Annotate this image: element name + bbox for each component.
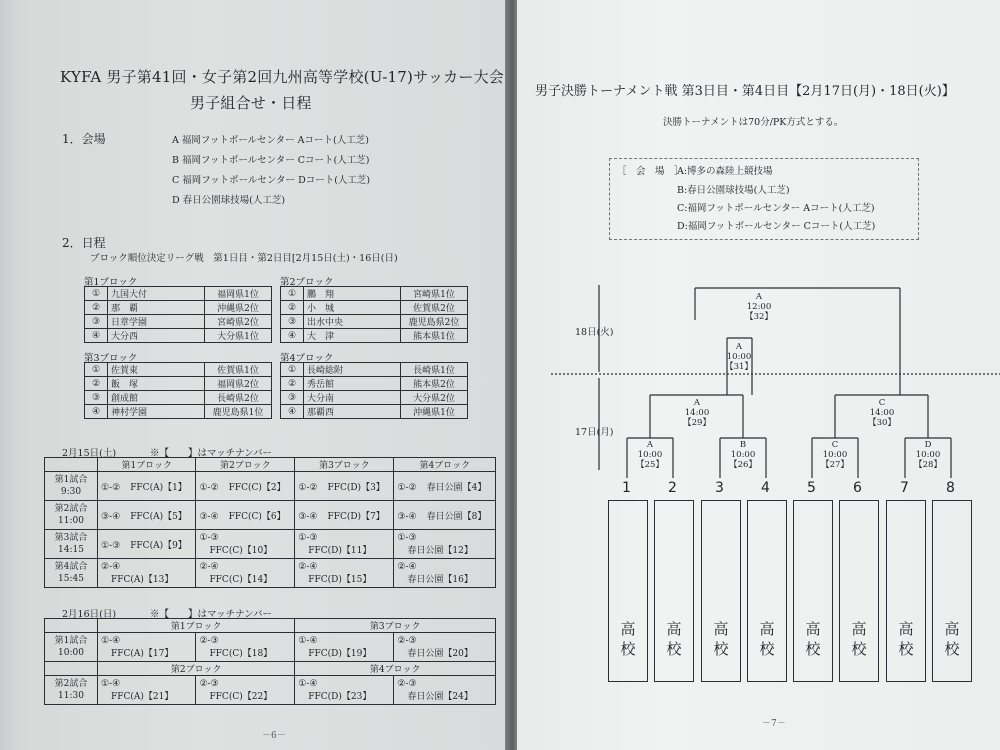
team-name: 神村学園 [108, 405, 205, 419]
seed-number: 6 [853, 480, 862, 496]
pairing: ①-② [199, 482, 219, 493]
slot-time: 10:00 [58, 648, 84, 658]
venue-match-number: 春日公園【24】 [407, 691, 473, 702]
venue-match-number: FFC(A)【21】 [111, 691, 174, 702]
school-suffix-bottom: 校 [666, 640, 682, 658]
slot-label: 第2試合 [54, 679, 88, 689]
school-suffix [840, 619, 878, 659]
match-cell [98, 559, 196, 588]
prefecture-rank: 沖縄県2位 [205, 301, 272, 315]
school-suffix-top: 高 [713, 620, 729, 638]
page-number-left: －6－ [262, 731, 286, 741]
block-header: 第4ブロック [394, 458, 496, 472]
venue-match-number: FFC(C)【10】 [209, 545, 273, 556]
semi-match: A 10:00 【31】 [725, 342, 753, 372]
table-row [281, 377, 468, 391]
pairing: ①-② [397, 482, 417, 493]
table-row [45, 501, 496, 530]
match-cell [98, 633, 196, 662]
school-suffix-bottom: 校 [805, 640, 821, 658]
team-number: ③ [85, 391, 108, 405]
prefecture-rank: 長崎県2位 [205, 391, 272, 405]
match-cell [196, 559, 295, 588]
match-cell [295, 633, 394, 662]
venue-heading: 1．会場 [62, 132, 106, 146]
table-row [281, 405, 468, 419]
slot-cell [45, 530, 98, 559]
seed-number: 7 [900, 480, 909, 496]
right-page [517, 0, 1000, 750]
venue-match-number: FFC(D)【3】 [327, 482, 385, 493]
school-slot [654, 500, 694, 682]
match-cell [394, 501, 496, 530]
block-table [84, 286, 272, 343]
match-cell [394, 676, 496, 705]
prefecture-rank: 沖縄県1位 [401, 405, 468, 419]
school-suffix [702, 619, 740, 659]
seed-number: 3 [715, 480, 724, 496]
pairing: ①-② [298, 482, 318, 493]
venue-match-number: FFC(D)【23】 [308, 691, 372, 702]
day1-date: 2月15日(土) [62, 448, 117, 459]
pairing: ②-③ [397, 678, 417, 689]
venue-b: B 福岡フットボールセンター Cコート(人工芝) [172, 155, 370, 166]
venue-match-number: 春日公園【12】 [407, 545, 473, 556]
team-number: ② [85, 377, 108, 391]
venue-c: C:福岡フットボールセンター Aコート(人工芝) [677, 203, 875, 214]
day2-schedule-table [44, 618, 496, 705]
block-table [280, 362, 468, 419]
team-name: 佐賀東 [108, 363, 205, 377]
team-name: 小 城 [304, 301, 401, 315]
venue-match-number: 春日公園【20】 [407, 648, 473, 659]
match-cell [98, 530, 196, 559]
day1-note: ※【 】はマッチナンバー [150, 448, 272, 459]
school-slot [839, 500, 879, 682]
tournament-rule: 決勝トーナメントは70分/PK方式とする。 [663, 117, 844, 128]
school-suffix-top: 高 [666, 620, 682, 638]
quarter-match-right: C 14:00 【30】 [868, 398, 896, 428]
match-cell [196, 472, 295, 501]
table-row [85, 405, 272, 419]
team-name: 鵬 翔 [304, 287, 401, 301]
match-cell [295, 472, 394, 501]
match-cell [295, 559, 394, 588]
table-row [281, 391, 468, 405]
slot-time: 11:30 [58, 691, 84, 701]
day1-schedule-table [44, 457, 496, 588]
team-name: 長崎総附 [304, 363, 401, 377]
match-cell [98, 676, 196, 705]
pairing: ①-④ [298, 635, 318, 646]
venue-match-number: FFC(D)【19】 [308, 648, 372, 659]
table-row [85, 315, 272, 329]
match-cell [394, 633, 496, 662]
team-name: 秀岳館 [304, 377, 401, 391]
team-number: ② [85, 301, 108, 315]
prefecture-rank: 佐賀県1位 [205, 363, 272, 377]
table-row [45, 472, 496, 501]
venue-match-number: FFC(C)【18】 [209, 648, 273, 659]
slot-cell [45, 559, 98, 588]
venue-a: A 福岡フットボールセンター Aコート(人工芝) [172, 135, 369, 146]
team-number: ① [85, 363, 108, 377]
team-name: 日章学園 [108, 315, 205, 329]
table-row [281, 315, 468, 329]
pairing: ②-④ [397, 561, 417, 572]
table-header-row [45, 662, 496, 676]
venue-match-number: FFC(C)【2】 [228, 482, 286, 493]
venue-d: D 春日公園球技場(人工芝) [172, 195, 286, 206]
team-name: 那覇西 [304, 405, 401, 419]
slot-time: 14:15 [58, 545, 84, 555]
pairing: ②-④ [199, 561, 219, 572]
school-suffix [748, 619, 786, 659]
match-cell [98, 501, 196, 530]
table-row [45, 633, 496, 662]
block-header: 第3ブロック [295, 458, 394, 472]
block-table [280, 286, 468, 343]
team-number: ④ [85, 405, 108, 419]
venue-match-number: FFC(D)【15】 [308, 574, 372, 585]
team-name: 出水中央 [304, 315, 401, 329]
pairing: ②-③ [397, 635, 417, 646]
bracket-title: 男子決勝トーナメント戦 第3日目・第4日目【2月17日(月)・18日(火)】 [535, 84, 955, 99]
block-header: 第2ブロック [98, 662, 295, 676]
venue-match-number: 春日公園【4】 [426, 482, 487, 493]
team-name: 九国大付 [108, 287, 205, 301]
block-heading: 第2ブロック [280, 277, 334, 288]
table-header-row [45, 619, 496, 633]
team-name: 創成館 [108, 391, 205, 405]
venue-match-number: FFC(A)【1】 [130, 482, 187, 493]
match-cell [394, 530, 496, 559]
school-slot [793, 500, 833, 682]
pairing: ③-④ [397, 511, 417, 522]
table-row [85, 287, 272, 301]
team-name: 大分西 [108, 329, 205, 343]
school-suffix [655, 619, 693, 659]
team-number: ① [281, 363, 304, 377]
prefecture-rank: 熊本県2位 [401, 377, 468, 391]
venue-d: D:福岡フットボールセンター Cコート(人工芝) [677, 221, 876, 232]
school-slot [932, 500, 972, 682]
prefecture-rank: 福岡県2位 [205, 377, 272, 391]
venue-a: A:博多の森陸上競技場 [677, 166, 773, 177]
league-caption: ブロック順位決定リーグ戦 第1日目・第2日目[2月15日(土)・16日(日) [90, 253, 398, 264]
team-number: ③ [281, 315, 304, 329]
school-suffix-bottom: 校 [713, 640, 729, 658]
pairing: ①-④ [101, 678, 121, 689]
pairing: ③-④ [298, 511, 318, 522]
team-number: ④ [85, 329, 108, 343]
team-name: 大分南 [304, 391, 401, 405]
day2-date: 2月16日(日) [62, 609, 117, 620]
pairing: ①-③ [298, 532, 318, 543]
seed-number: 2 [668, 480, 677, 496]
pairing: ①-④ [101, 635, 121, 646]
match-cell [196, 633, 295, 662]
day2-note: ※【 】はマッチナンバー [150, 609, 272, 620]
team-number: ④ [281, 329, 304, 343]
school-suffix [794, 619, 832, 659]
prefecture-rank: 鹿児島県2位 [401, 315, 468, 329]
table-row [45, 676, 496, 705]
slot-cell [45, 676, 98, 705]
school-suffix-bottom: 校 [898, 640, 914, 658]
tournament-title: KYFA 男子第41回・女子第2回九州高等学校(U-17)サッカー大会 [60, 68, 504, 86]
team-number: ② [281, 377, 304, 391]
venue-b: B:春日公園球技場(人工芝) [677, 185, 790, 196]
school-slot [701, 500, 741, 682]
slot-label: 第1試合 [54, 475, 88, 485]
school-suffix [933, 619, 971, 659]
r1-match-2: B 10:00 【26】 [729, 440, 757, 470]
venue-match-number: FFC(A)【17】 [111, 648, 174, 659]
school-slot [608, 500, 648, 682]
venue-match-number: FFC(C)【22】 [209, 691, 273, 702]
pairing: ②-④ [298, 561, 318, 572]
table-header-row [45, 458, 496, 472]
team-name: 大 津 [304, 329, 401, 343]
tournament-subtitle: 男子組合せ・日程 [190, 94, 312, 112]
table-row [85, 363, 272, 377]
team-name: 飯 塚 [108, 377, 205, 391]
slot-label: 第3試合 [54, 533, 88, 543]
match-cell [196, 501, 295, 530]
team-number: ② [281, 301, 304, 315]
block-table [84, 362, 272, 419]
slot-cell [45, 633, 98, 662]
match-cell [295, 676, 394, 705]
prefecture-rank: 長崎県1位 [401, 363, 468, 377]
match-cell [196, 530, 295, 559]
venue-match-number: FFC(D)【11】 [308, 545, 372, 556]
venue-match-number: FFC(A)【13】 [111, 574, 174, 585]
venue-match-number: FFC(C)【6】 [228, 511, 286, 522]
pairing: ①-③ [199, 532, 219, 543]
block-heading: 第1ブロック [84, 277, 138, 288]
quarter-match-left: A 14:00 【29】 [683, 398, 711, 428]
block-header: 第1ブロック [98, 458, 196, 472]
block-heading: 第4ブロック [280, 353, 334, 364]
day17-label: 17日(月) [575, 427, 614, 438]
school-suffix-bottom: 校 [759, 640, 775, 658]
pairing: ③-④ [199, 511, 219, 522]
venue-match-number: 春日公園【8】 [426, 511, 487, 522]
school-suffix-top: 高 [851, 620, 867, 638]
prefecture-rank: 宮崎県2位 [205, 315, 272, 329]
seed-number: 1 [622, 480, 631, 496]
pairing: ①-③ [101, 540, 121, 551]
prefecture-rank: 佐賀県2位 [401, 301, 468, 315]
day18-label: 18日(火) [575, 327, 614, 338]
pairing: ①-④ [298, 678, 318, 689]
block-header: 第1ブロック [98, 619, 295, 633]
slot-cell [45, 472, 98, 501]
final-match: A 12:00 【32】 [745, 292, 773, 322]
table-row [45, 559, 496, 588]
venue-match-number: FFC(D)【7】 [327, 511, 385, 522]
prefecture-rank: 福岡県1位 [205, 287, 272, 301]
block-header: 第2ブロック [196, 458, 295, 472]
pairing: ②-③ [199, 635, 219, 646]
table-row [45, 530, 496, 559]
team-number: ① [281, 287, 304, 301]
table-row [85, 377, 272, 391]
school-suffix [887, 619, 925, 659]
pairing: ①-③ [397, 532, 417, 543]
venue-label: ［ 会 場 ］ [617, 166, 684, 177]
team-number: ① [85, 287, 108, 301]
seed-number: 8 [946, 480, 955, 496]
prefecture-rank: 鹿児島県1位 [205, 405, 272, 419]
school-suffix-bottom: 校 [620, 640, 636, 658]
table-row [281, 301, 468, 315]
team-number: ④ [281, 405, 304, 419]
pairing: ②-④ [101, 561, 121, 572]
table-row [281, 329, 468, 343]
venue-c: C 福岡フットボールセンター Dコート(人工芝) [172, 175, 371, 186]
prefecture-rank: 大分県2位 [401, 391, 468, 405]
slot-time: 15:45 [58, 574, 84, 584]
venue-match-number: FFC(C)【14】 [209, 574, 273, 585]
match-cell [394, 472, 496, 501]
team-name: 那 覇 [108, 301, 205, 315]
slot-cell [45, 501, 98, 530]
corner-cell [45, 458, 98, 472]
seed-number: 5 [807, 480, 816, 496]
match-cell [295, 530, 394, 559]
venue-match-number: 春日公園【16】 [407, 574, 473, 585]
seed-number: 4 [761, 480, 770, 496]
table-row [85, 301, 272, 315]
pairing: ③-④ [101, 511, 121, 522]
pairing: ②-③ [199, 678, 219, 689]
school-suffix-bottom: 校 [944, 640, 960, 658]
corner-cell [45, 619, 98, 633]
pairing: ①-② [101, 482, 121, 493]
table-row [281, 287, 468, 301]
school-suffix-top: 高 [898, 620, 914, 638]
match-cell [196, 676, 295, 705]
venue-match-number: FFC(A)【9】 [130, 540, 187, 551]
table-row [85, 329, 272, 343]
block-header: 第3ブロック [295, 619, 496, 633]
school-suffix-bottom: 校 [851, 640, 867, 658]
table-row [281, 363, 468, 377]
slot-label: 第2試合 [54, 504, 88, 514]
schedule-heading: 2．日程 [62, 236, 106, 250]
block-heading: 第3ブロック [84, 353, 138, 364]
match-cell [394, 559, 496, 588]
school-suffix [609, 619, 647, 659]
slot-time: 11:00 [58, 516, 84, 526]
match-cell [295, 501, 394, 530]
school-suffix-top: 高 [759, 620, 775, 638]
block-header: 第4ブロック [295, 662, 496, 676]
school-slot [886, 500, 926, 682]
school-slot [747, 500, 787, 682]
prefecture-rank: 宮崎県1位 [401, 287, 468, 301]
page-number-right: －7－ [762, 719, 786, 729]
slot-label: 第1試合 [54, 636, 88, 646]
r1-match-1: A 10:00 【25】 [636, 440, 664, 470]
slot-label: 第4試合 [54, 562, 88, 572]
r1-match-3: C 10:00 【27】 [821, 440, 849, 470]
team-number: ③ [85, 315, 108, 329]
match-cell [98, 472, 196, 501]
school-suffix-top: 高 [944, 620, 960, 638]
school-suffix-top: 高 [805, 620, 821, 638]
table-row [85, 391, 272, 405]
prefecture-rank: 大分県1位 [205, 329, 272, 343]
corner-cell [45, 662, 98, 676]
venue-match-number: FFC(A)【5】 [130, 511, 187, 522]
r1-match-4: D 10:00 【28】 [914, 440, 942, 470]
team-number: ③ [281, 391, 304, 405]
prefecture-rank: 熊本県1位 [401, 329, 468, 343]
slot-time: 9:30 [60, 487, 82, 497]
school-suffix-top: 高 [620, 620, 636, 638]
